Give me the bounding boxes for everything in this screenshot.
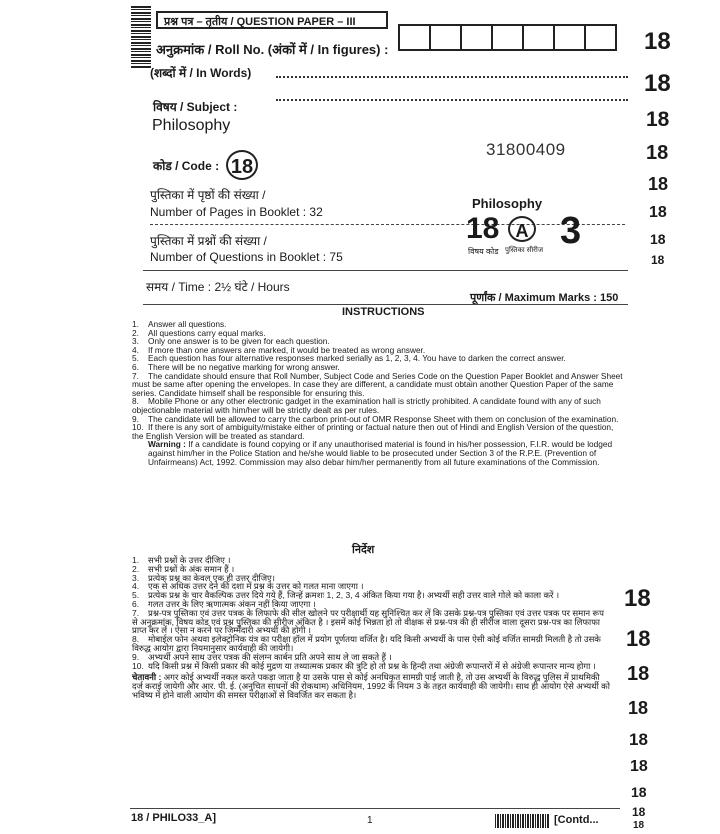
footer-code: 18 / PHILO33_A]	[131, 812, 216, 824]
margin-code: 18	[644, 28, 671, 55]
hindi-instruction-item: 1. सभी प्रश्नों के उत्तर दीजिए ।	[132, 555, 231, 565]
subject-tag: Philosophy	[472, 196, 543, 211]
instruction-item: 10. If there is any sort of ambiguity/mistake either of printing or factual nature then out of Hindi and English Version of the question, the English Version will be treated as standard.	[132, 422, 614, 441]
roll-digit-box[interactable]	[522, 24, 555, 51]
margin-code: 18	[646, 142, 669, 164]
divider	[143, 304, 628, 305]
code-circle: 18	[226, 150, 258, 180]
questions-label-english: Number of Questions in Booklet : 75	[150, 250, 343, 264]
code-label: कोड / Code :	[153, 159, 220, 173]
pages-label-english: Number of Pages in Booklet : 32	[150, 205, 323, 219]
serial-number: 31800409	[486, 140, 566, 159]
margin-code: 18	[649, 204, 667, 221]
hindi-instruction-item: 5. प्रत्येक प्रश्न के चार वैकल्पिक उत्तर दिये गये हैं, जिन्हें क्रमशः 1, 2, 3, 4 अंकित किया गया है। अभ्यर्थी सही उत्तर वाले गोले को काला करें ।	[132, 590, 560, 601]
margin-code: 18	[624, 585, 651, 612]
roll-digit-box[interactable]	[398, 24, 431, 51]
roll-in-words-label: (शब्दों में / In Words)	[150, 66, 252, 80]
paper-number: 3	[560, 210, 582, 252]
instruction-item: 2. All questions carry equal marks.	[132, 327, 266, 338]
roll-number-boxes[interactable]	[398, 24, 615, 51]
margin-code: 18	[646, 108, 670, 131]
time-label: समय / Time : 2½ घंटे / Hours	[146, 280, 290, 294]
margin-code: 18	[648, 174, 669, 194]
questions-label-hindi: पुस्तिका में प्रश्नों की संख्या /	[150, 234, 267, 248]
series-caption: पुस्तिका सीरीज	[505, 247, 544, 254]
margin-code: 18	[629, 730, 648, 749]
margin-code: 18	[628, 698, 649, 718]
divider	[143, 270, 628, 271]
instructions-list	[132, 320, 627, 466]
hindi-instruction-item: 9. अभ्यर्थी अपने साथ उत्तर पत्रक की संलग्न कार्बन प्रति अपने साथ ले जा सकते हैं ।	[132, 651, 392, 662]
margin-code: 18	[644, 70, 671, 97]
warning-note: Warning : If a candidate is found copying or if any unauthorised material is found in his/her possession, F.I.R. would be lodged against him/her in the Police Station and he/she would liable to be prosecuted under Section 3 of the R.P.E. (Prevention of Unfairmeans) Act, 1992. Commission may also debar him/her permanently from all future examinations of the Commission.	[148, 439, 613, 467]
hindi-instruction-item: 2. सभी प्रश्नों के अंक समान हैं ।	[132, 563, 235, 574]
hindi-instruction-item: 6. गलत उत्तर के लिए ऋणात्मक अंकन नहीं किया जाएगा ।	[132, 598, 316, 609]
roll-digit-box[interactable]	[429, 24, 462, 51]
warning-label: Warning :	[148, 439, 186, 450]
instruction-item: 9. The candidate will be allowed to carry the carbon print-out of OMR Response Sheet with them on conclusion of the examination.	[132, 413, 619, 424]
subject-code-caption: विषय कोड	[468, 247, 499, 256]
hindi-instruction-item: 3. प्रत्येक प्रश्न का केवल एक ही उत्तर दीजिए।	[132, 572, 275, 583]
margin-code: 18	[650, 231, 666, 247]
page-number: 1	[367, 815, 373, 826]
series-circle: A	[508, 216, 536, 242]
max-marks-label: पूर्णांक / Maximum Marks : 150	[470, 292, 619, 304]
roll-digit-box[interactable]	[491, 24, 524, 51]
pages-label-hindi: पुस्तिका में पृष्ठों की संख्या /	[150, 188, 266, 202]
instruction-item: 8. Mobile Phone or any other electronic gadget in the examination hall is strictly prohibited. A candidate found with any of such objectionable material with him/her will be strictly dealt as per rules.	[132, 396, 601, 415]
instruction-item: 3. Only one answer is to be given for each question.	[132, 336, 330, 347]
roll-digit-box[interactable]	[460, 24, 493, 51]
margin-code: 18	[633, 820, 645, 831]
subject-label: विषय / Subject :	[153, 100, 238, 114]
roll-digit-box[interactable]	[553, 24, 586, 51]
margin-code: 18	[631, 784, 647, 800]
roll-digit-box[interactable]	[584, 24, 617, 51]
margin-code: 18	[626, 626, 651, 651]
instruction-item: 7. The candidate should ensure that Roll Number, Subject Code and Series Code on the Question Paper Booklet and Answer Sheet must be same after opening the envelopes. In case they are different, a candidate must obtain another Question Paper of the same series. Candidate himself shall be responsible for ensuring this.	[132, 370, 623, 398]
continued-label: [Contd...	[554, 814, 599, 826]
big-code: 18	[466, 212, 500, 245]
instruction-item: 1. Answer all questions.	[132, 319, 227, 329]
hindi-instructions-title: निर्देश	[352, 544, 375, 556]
roll-words-line-2[interactable]	[276, 99, 628, 101]
question-paper-label: प्रश्न पत्र – तृतीय / QUESTION PAPER – III	[156, 11, 388, 29]
margin-code: 18	[630, 758, 648, 775]
divider	[150, 224, 625, 225]
barcode-strip-right	[495, 814, 549, 828]
subject-value: Philosophy	[152, 117, 231, 134]
hindi-instructions-list	[132, 556, 612, 700]
barcode-strip-left	[131, 6, 151, 68]
hindi-instruction-item: 8. मोबाईल फोन अथवा इलेक्ट्रोनिक यंत्र का परीक्षा हॉल में प्रयोग पूर्णतया वर्जित है। यदि किसी अभ्यर्थी के पास ऐसी कोई वर्जित सामग्री मिलती है तो उसके विरुद्ध आयोग द्वारा नियमानुसार कार्यवाही की जायेगी।	[132, 634, 601, 653]
margin-code: 18	[632, 805, 646, 819]
roll-words-line[interactable]	[276, 76, 628, 78]
instruction-item: 6. There will be no negative marking for wrong answer.	[132, 361, 340, 372]
hindi-warning-label: चेतावनी :	[132, 672, 162, 683]
instruction-item: 5. Each question has four alternative responses marked serially as 1, 2, 3, 4. You have to darken the correct answer.	[132, 353, 566, 364]
margin-code: 18	[627, 663, 650, 685]
roll-number-label: अनुक्रमांक / Roll No. (अंकों में / In figures) :	[156, 42, 389, 57]
footer-divider	[130, 808, 620, 809]
instruction-item: 4. If more than one answers are marked, it would be treated as wrong answer.	[132, 344, 426, 355]
hindi-instruction-item: 10. यदि किसी प्रश्न में किसी प्रकार की कोई मुद्रण या तथ्यात्मक प्रकार की त्रुटि हो तो प्रश्न के हिन्दी तथा अंग्रेजी रूपान्तरों में से अंग्रेजी रूपान्तर मान्य होगा ।	[132, 660, 596, 671]
instructions-title: INSTRUCTIONS	[342, 306, 425, 318]
margin-code: 18	[651, 253, 665, 267]
hindi-instruction-item: 4. एक से अधिक उत्तर देने की दशा में प्रश्न के उत्तर को गलत माना जाएगा ।	[132, 581, 364, 592]
hindi-instruction-item: 7. प्रश्न-पत्र पुस्तिका एवं उत्तर पत्रक के लिफाफे की सील खोलने पर परीक्षार्थी यह सुनिश्चित कर लें कि उसके प्रश्न-पत्र पुस्तिका एवं उत्तर पत्रक पर समान रूप से अनुक्रमांक, विषय कोड एवं प्रश्न पुस्तिका की सीरीज अंकित है । इसमें कोई भिन्नता हो तो वीक्षक से प्रश्न-पत्र की ही सीरीज वाला दूसरा प्रश्न-पत्र का लिफाफा प्राप्त कर लें । ऐसा न करने पर जिम्मेदारी अभ्यर्थी की होगी ।	[132, 607, 604, 636]
hindi-warning-note: चेतावनी : अगर कोई अभ्यर्थी नकल करते पकड़ा जाता है या उसके पास से कोई अनधिकृत सामग्री पाई जाती है, तो उस अभ्यर्थी के विरुद्ध पुलिस में प्राथमिकी दर्ज कराई जायेगी और आर. पी. ई. (अनुचित साधनों की रोकथाम) अधिनियम, 1992 के नियम 3 के तहत कार्यवाही की जायेगी। साथ ही आयोग ऐसे अभ्यर्थी को भविष्य में होने वाली आयोग की समस्त परीक्षाओं से विवर्जित कर सकता है।	[132, 672, 610, 700]
